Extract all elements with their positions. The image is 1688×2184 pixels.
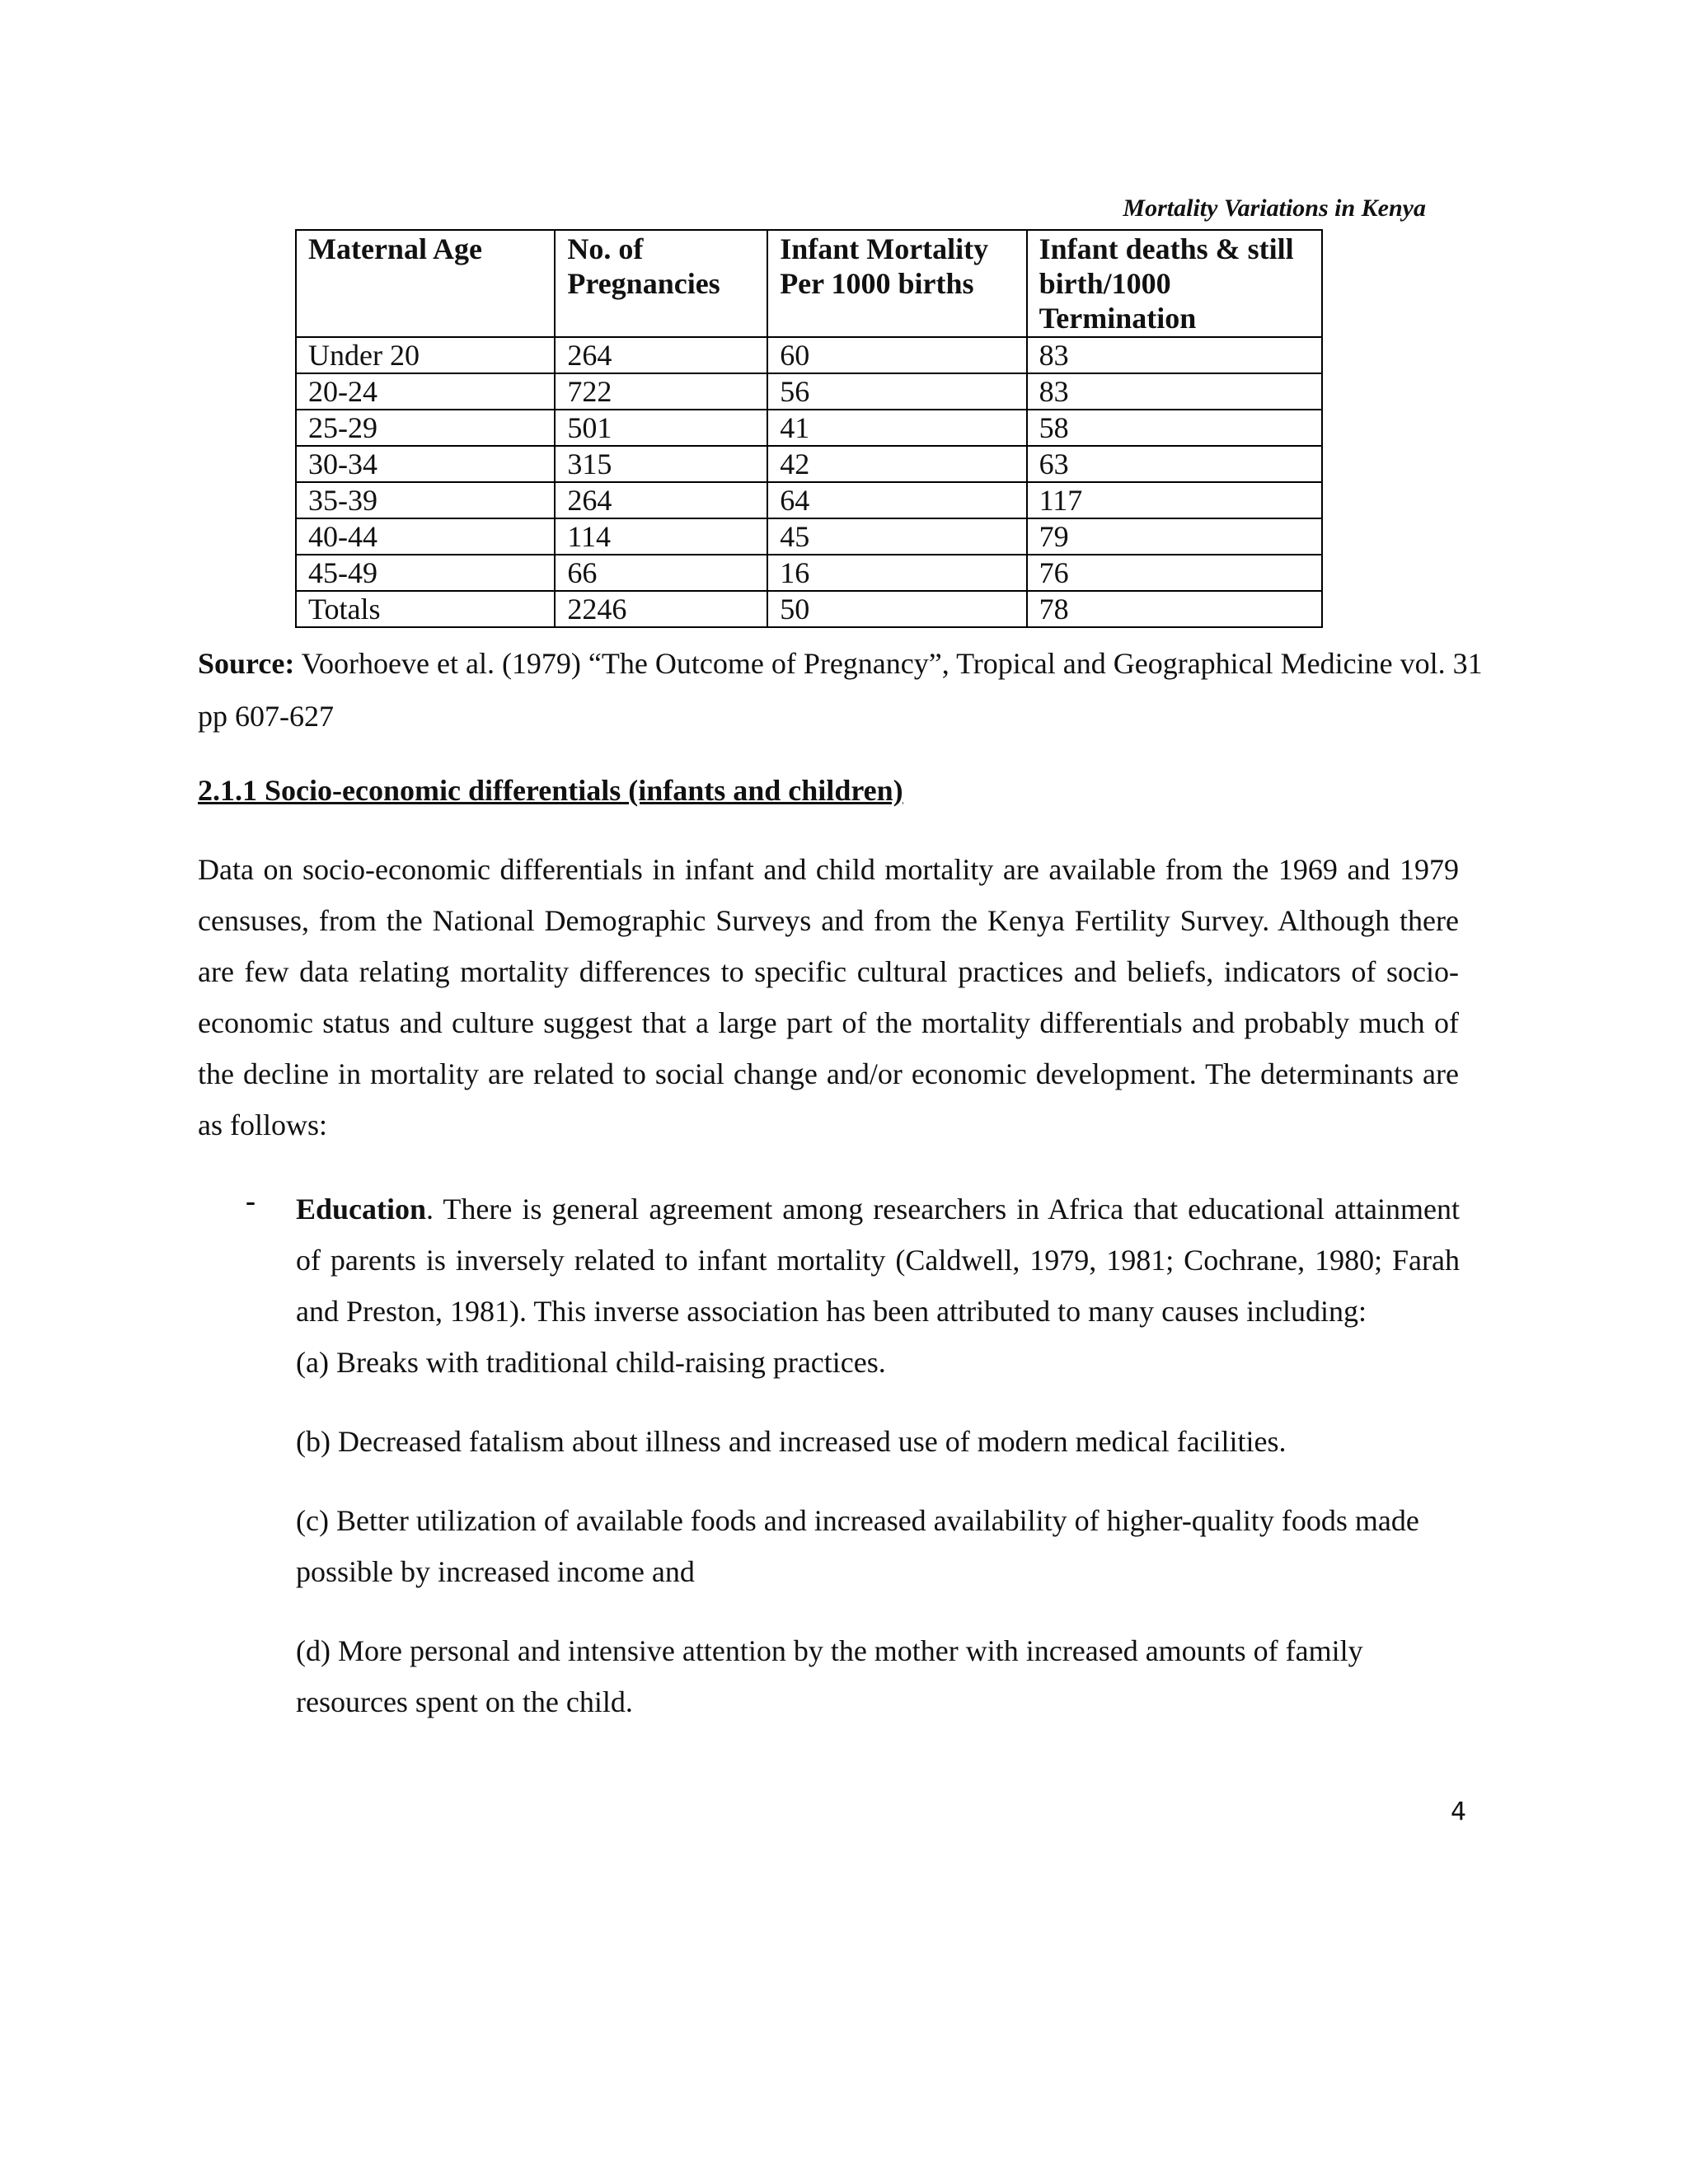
table-cell: 41 [767, 410, 1026, 446]
table-cell: 20-24 [296, 373, 555, 410]
table-cell: 76 [1027, 555, 1322, 591]
table-source-note [198, 637, 1484, 743]
table-cell: 16 [767, 555, 1026, 591]
table-row [296, 410, 1322, 446]
column-header-pregnancies: No. of Pregnancies [555, 230, 767, 337]
bullet-body: . There is general agreement among researchers in Africa that educational attainment of parents is inversely related to infant mortality (Caldwell, 1979, 1981; Cochrane, 1980; Farah and Preston, 1981). This inverse association has been attributed to many causes including: [296, 1193, 1460, 1328]
table-cell: 264 [555, 482, 767, 518]
table-cell: 40-44 [296, 518, 555, 555]
source-text: Voorhoeve et al. (1979) “The Outcome of Pregnancy”, Tropical and Geographical Medicine vol. 31 pp 607-627 [198, 647, 1483, 733]
table-cell: 66 [555, 555, 767, 591]
table-row [296, 373, 1322, 410]
list-item: (a) Breaks with traditional child-raising practices. [296, 1346, 886, 1379]
table-cell: 56 [767, 373, 1026, 410]
page-number: 4 [1451, 1797, 1467, 1826]
table-cell: Totals [296, 591, 555, 627]
table-cell: 25-29 [296, 410, 555, 446]
table-cell: 2246 [555, 591, 767, 627]
list-item: (d) More personal and intensive attention by the mother with increased amounts of family resources spent on the child. [296, 1634, 1363, 1718]
source-label: Source: [198, 647, 295, 680]
table-row [296, 337, 1322, 373]
table-cell: 722 [555, 373, 767, 410]
list-item: (b) Decreased fatalism about illness and increased use of modern medical facilities. [296, 1425, 1287, 1458]
table-row [296, 446, 1322, 482]
table-cell: 60 [767, 337, 1026, 373]
table-cell: 45 [767, 518, 1026, 555]
table-cell: 63 [1027, 446, 1322, 482]
table-cell: 501 [555, 410, 767, 446]
table-row-totals [296, 591, 1322, 627]
maternal-age-table [295, 229, 1323, 628]
table-cell: 58 [1027, 410, 1322, 446]
table-cell: 35-39 [296, 482, 555, 518]
column-header-infant-deaths: Infant deaths & still birth/1000 Termination [1027, 230, 1322, 337]
table-cell: 42 [767, 446, 1026, 482]
table-row [296, 555, 1322, 591]
table-cell: 64 [767, 482, 1026, 518]
table-cell: 78 [1027, 591, 1322, 627]
running-header: Mortality Variations in Kenya [1123, 194, 1426, 222]
table-cell: 50 [767, 591, 1026, 627]
table-cell: 264 [555, 337, 767, 373]
table-cell: 114 [555, 518, 767, 555]
table-row [296, 518, 1322, 555]
table-cell: 30-34 [296, 446, 555, 482]
bullet-dash: - [246, 1184, 256, 1217]
table-cell: 45-49 [296, 555, 555, 591]
table-cell: 117 [1027, 482, 1322, 518]
section-heading: 2.1.1 Socio-economic differentials (infants and children) [198, 774, 903, 807]
table-cell: Under 20 [296, 337, 555, 373]
table-cell: 83 [1027, 337, 1322, 373]
list-item: (c) Better utilization of available foods and increased availability of higher-quality foods made possible by increased income and [296, 1504, 1419, 1588]
table-cell: 79 [1027, 518, 1322, 555]
table-cell: 315 [555, 446, 767, 482]
table-cell: 83 [1027, 373, 1322, 410]
bullet-term: Education [296, 1193, 427, 1226]
table-header-row [296, 230, 1322, 337]
table-row [296, 482, 1322, 518]
body-paragraph: Data on socio-economic differentials in infant and child mortality are available from the 1969 and 1979 censuses, from the National Demographic Surveys and from the Kenya Fertility Survey. Although there are few data relating mortality differences to specific cultural practices and beliefs, indicators of socio-economic status and culture suggest that a large part of the mortality differentials and probably much of the decline in mortality are related to social change and/or economic development. The determinants are as follows: [198, 853, 1459, 1141]
column-header-maternal-age: Maternal Age [296, 230, 555, 337]
column-header-infant-mortality: Infant Mortality Per 1000 births [767, 230, 1026, 337]
bullet-education [296, 1183, 1460, 1337]
